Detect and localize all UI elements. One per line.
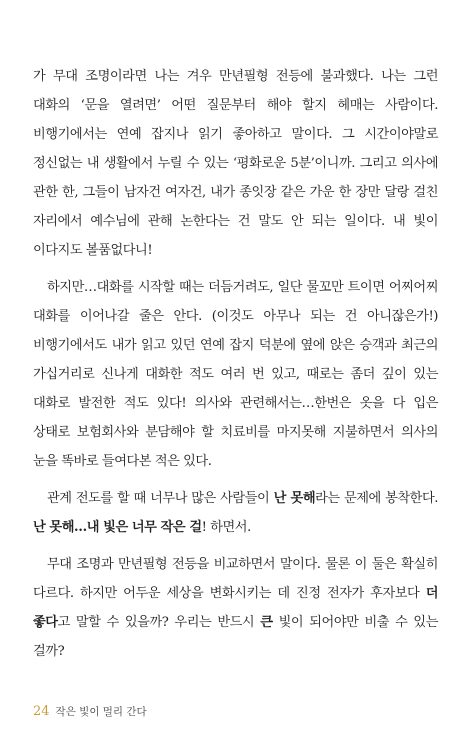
emphasis-text: 난 못해 xyxy=(273,491,316,506)
body-text xyxy=(33,62,438,674)
emphasis-text: 큰 xyxy=(260,615,273,630)
paragraph-text: 하지만…대화를 시작할 때는 더듬거려도, 일단 물꼬만 트이면 어찌어찌 대화를 이어나갈 줄은 안다. (이것도 아무나 되는 건 아니잖은가!) 비행기에서도 내가 읽고 있던 연예 잡지 덕분에 옆에 앉은 승객과 최근의 가십거리로 신나게 대화한 적도 여러 번 있고, 때로는 좀더 깊이 있는 대화로 발전한 적도 있다! 의사와 관련해서는…한번은 옷을 다 입은 상태로 보험회사와 분담해야 할 치료비를 마지못해 지불하면서 의사의 눈을 똑바로 들여다본 적은 있다. xyxy=(33,280,438,469)
paragraph-3 xyxy=(33,484,438,542)
emphasis-text: 난 못해…내 빛은 너무 작은 걸 xyxy=(33,520,202,535)
paragraph-text: 고 말할 수 있을까? 우리는 반드시 xyxy=(57,615,261,630)
paragraph-text: 가 무대 조명이라면 나는 겨우 만년필형 전등에 불과했다. 나는 그런 대화의 ‘문을 열려면’ 어떤 질문부터 해야 할지 헤매는 사람이다. 비행기에서는 연예 잡지나 읽기 좋아하고 말이다. 그 시간이야말로 정신없는 내 생활에서 누릴 수 있는 ‘평화로운 5분’이니까. 그리고 의사에 관한 한, 그들이 남자건 여자건, 내가 종잇장 같은 가운 한 장만 달랑 걸친 자리에서 예수님에 관해 논한다는 건 말도 안 되는 일이다. 내 빛이 이다지도 볼품없다니! xyxy=(33,69,438,258)
paragraph-1 xyxy=(33,62,438,265)
page-number: 24 xyxy=(33,704,50,719)
emphasis-text: 더 좋다 xyxy=(33,586,438,630)
page-footer xyxy=(33,704,147,719)
paragraph-text: 관계 전도를 할 때 너무나 많은 사람들이 xyxy=(47,491,274,506)
paragraph-text: 무대 조명과 만년필형 전등을 비교하면서 말이다. 물론 이 둘은 확실히 다르다. 하지만 어두운 세상을 변화시키는 데 진정 전자가 후자보다 xyxy=(33,557,438,601)
running-title: 작은 빛이 멀리 간다 xyxy=(55,706,147,718)
paragraph-text: ! 하면서. xyxy=(201,520,251,535)
paragraph-4 xyxy=(33,550,438,666)
paragraph-text: 라는 문제에 봉착한다. xyxy=(315,491,439,506)
paragraph-2 xyxy=(33,273,438,476)
paragraph-text: 빛이 되어야만 비출 수 있는 걸까? xyxy=(33,615,438,659)
